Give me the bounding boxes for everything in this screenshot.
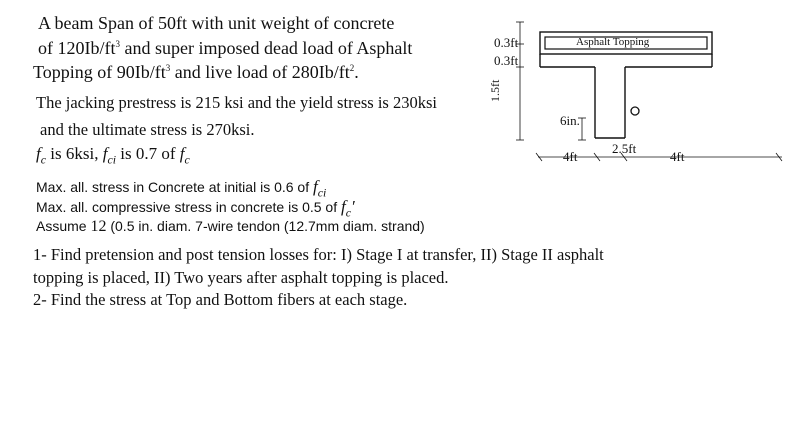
question-1-cont: topping is placed, II) Two years after asphalt topping is placed. xyxy=(33,268,449,287)
fci-symbol: $f_{ci}$ xyxy=(313,177,327,200)
dim-label-right: 4ft xyxy=(670,149,685,164)
statement-line: Topping of $90Ib/ft^3$ and live load of $280Ib/ft^2$. xyxy=(33,62,359,82)
statement-line: Assume 12 (0.5 in. diam. 7-wire tendon (12.7mm diam. strand) xyxy=(36,218,425,235)
dim-label-top-2: 0.3ft xyxy=(494,53,519,68)
asphalt-topping-label: Asphalt Topping xyxy=(576,36,650,48)
statement-line: The jacking prestress is 215 ksi and the yield stress is 230ksi xyxy=(36,93,437,112)
fci-symbol: $f_{ci}$ xyxy=(102,144,117,167)
statement-line: $f_c$ is 6ksi, $f_{ci}$ is 0.7 of $f_c$ xyxy=(36,144,190,167)
statement-line: Max. all. stress in Concrete at initial is 0.6 of $f_{ci}$ xyxy=(36,177,327,200)
statement-line: A beam Span of 50ft with unit weight of concrete xyxy=(38,13,395,33)
beam-section-figure xyxy=(470,0,792,180)
dim-label-web: 6in. xyxy=(560,113,580,128)
question-1: 1- Find pretension and post tension losses for: I) Stage I at transfer, II) Stage II asphalt xyxy=(33,245,604,264)
statement-line: of $120Ib/ft^3$ and super imposed dead load of Asphalt xyxy=(38,38,413,58)
tendon-marker xyxy=(631,107,639,115)
dim-label-top-1: 0.3ft xyxy=(494,35,519,50)
dim-label-depth: 1.5ft xyxy=(488,79,502,102)
dim-label-left: 4ft xyxy=(563,149,578,164)
fc-symbol: $f_c$ xyxy=(179,144,190,167)
dim-label-mid: 2.5ft xyxy=(612,141,637,156)
fc-symbol: $f_c'$ xyxy=(341,197,355,220)
fc-symbol: $f_c$ xyxy=(36,144,47,167)
statement-line: Max. all. compressive stress in concrete is 0.5 of $f_c'$ xyxy=(36,197,355,220)
question-2: 2- Find the stress at Top and Bottom fibers at each stage. xyxy=(33,290,408,309)
statement-line: and the ultimate stress is 270ksi. xyxy=(40,120,255,139)
